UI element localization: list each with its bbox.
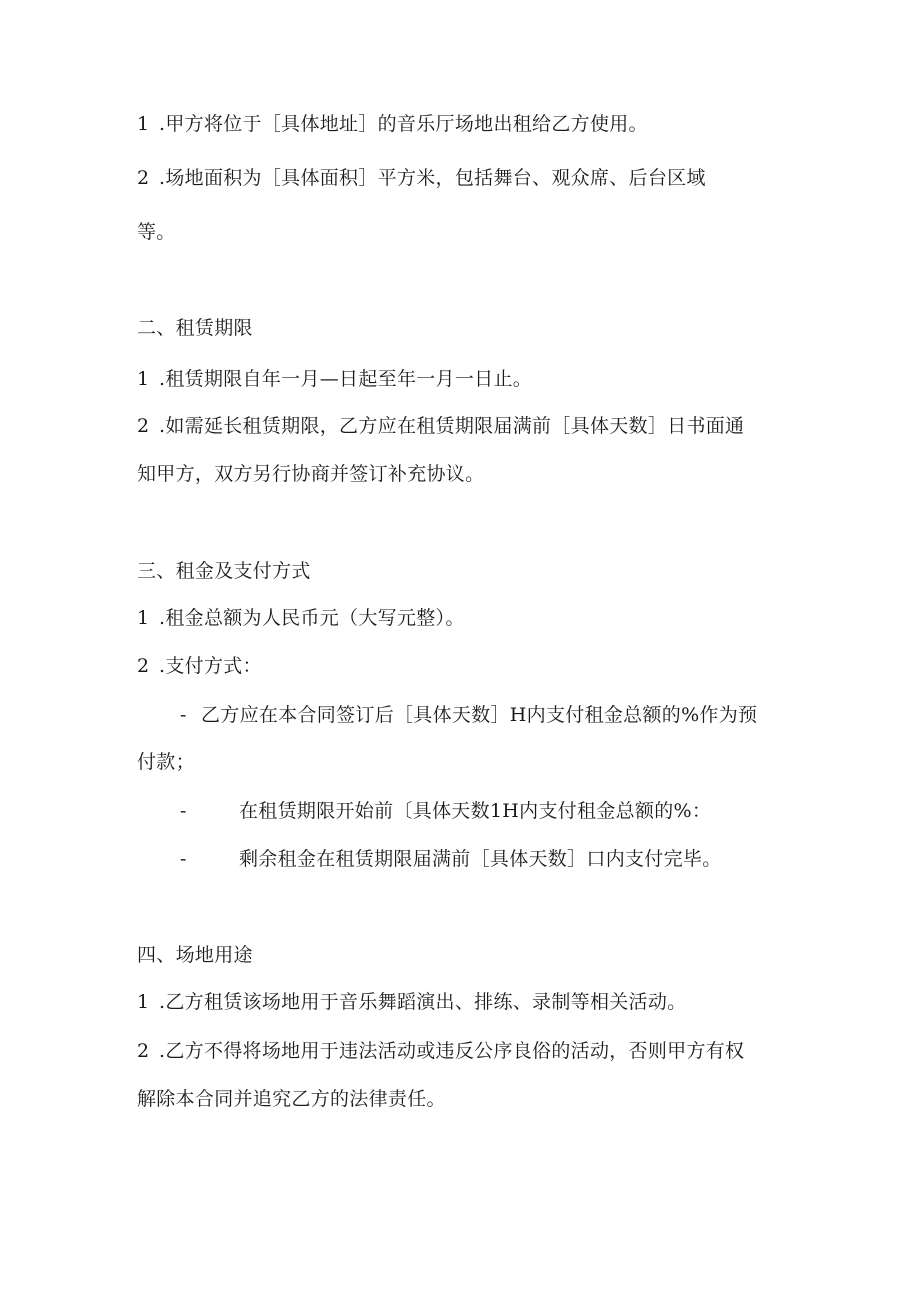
section-heading-2: 二、租赁期限: [137, 317, 253, 339]
clause-1-2: [137, 166, 706, 190]
clause-text: .支付方式：: [159, 655, 262, 677]
clause-2-2-continuation: 知甲方，双方另行协商并签订补充协议。: [137, 463, 485, 485]
clause-3-2: [137, 654, 262, 678]
clause-4-1: [137, 990, 686, 1014]
clause-number: 1: [137, 368, 150, 390]
section-heading-3: 三、租金及支付方式: [137, 560, 311, 582]
clause-4-2: [137, 1039, 744, 1063]
clause-text: .甲方将位于［具体地址］的音乐厅场地出租给乙方使用。: [159, 113, 648, 135]
clause-number: 1: [137, 607, 150, 629]
sub-item-1-continuation: 付款；: [137, 751, 195, 773]
clause-number: 2: [137, 1040, 150, 1062]
sub-item-3: 剩余租金在租赁期限届满前［具体天数］口内支付完毕。: [239, 848, 722, 870]
clause-number: 2: [137, 655, 150, 677]
clause-1-1: [137, 112, 648, 136]
clause-number: 2: [137, 415, 150, 437]
clause-number: 1: [137, 113, 150, 135]
sub-item-2: 在租赁期限开始前〔具体天数1H内支付租金总额的%：: [239, 800, 712, 822]
clause-2-1: [137, 367, 532, 391]
clause-number: 1: [137, 991, 150, 1013]
sub-item-dash: -: [180, 704, 187, 726]
clause-1-2-continuation: 等。: [137, 221, 176, 243]
clause-number: 2: [137, 167, 150, 189]
clause-4-2-continuation: 解除本合同并追究乙方的法律责任。: [137, 1088, 446, 1110]
clause-3-1: [137, 606, 465, 630]
sub-item-dash: -: [180, 800, 187, 822]
section-heading-4: 四、场地用途: [137, 944, 253, 966]
clause-text: .乙方租赁该场地用于音乐舞蹈演出、排练、录制等相关活动。: [159, 991, 687, 1013]
sub-item-1: 乙方应在本合同签订后［具体天数］H内支付租金总额的%作为预: [201, 704, 758, 726]
clause-text: .如需延长租赁期限，乙方应在租赁期限届满前［具体天数］日书面通: [159, 415, 745, 437]
clause-text: .租赁期限自年一月—日起至年一月一日止。: [159, 368, 533, 390]
clause-2-2: [137, 414, 744, 438]
clause-text: .乙方不得将场地用于违法活动或违反公序良俗的活动，否则甲方有权: [159, 1040, 745, 1062]
clause-text: .场地面积为［具体面积］平方米，包括舞台、观众席、后台区域: [159, 167, 706, 189]
clause-text: .租金总额为人民币元（大写元整）。: [159, 607, 465, 629]
sub-item-dash: -: [180, 848, 187, 870]
